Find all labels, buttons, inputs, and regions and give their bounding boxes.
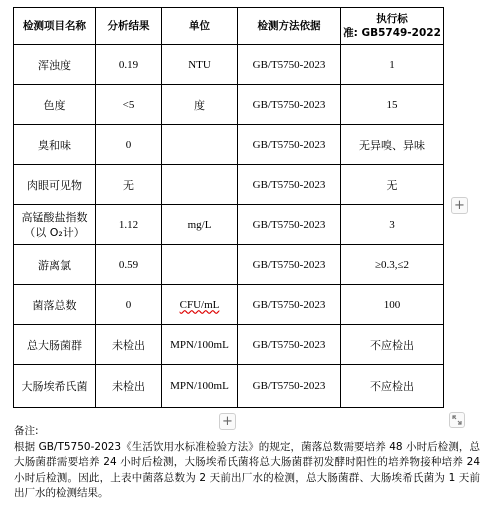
add-column-button[interactable] xyxy=(451,197,468,214)
cell-standard[interactable]: 3 xyxy=(341,205,444,245)
cell-method[interactable]: GB/T5750-2023 xyxy=(238,245,341,285)
table-row xyxy=(14,285,444,325)
cell-result[interactable]: 0.59 xyxy=(96,245,162,285)
cell-unit[interactable]: 度 xyxy=(162,85,238,125)
cell-method[interactable]: GB/T5750-2023 xyxy=(238,365,341,408)
cell-unit[interactable] xyxy=(162,165,238,205)
cell-result[interactable]: 0 xyxy=(96,285,162,325)
cell-method[interactable]: GB/T5750-2023 xyxy=(238,85,341,125)
cell-result[interactable]: 无 xyxy=(96,165,162,205)
notes-body: 根据 GB/T5750-2023《生活饮用水标准检验方法》的规定，菌落总数需要培养 48 小时后检测，总大肠菌群需要培养 24 小时后检测，大肠埃希氏菌将总大肠菌群初发酵时阳性的培养物接种培养 24 小时后检测。因此，上表中菌落总数为 2 天前出厂水的检测，总大肠菌群、大肠埃希氏菌为 1 天前出厂水的检测结果。 xyxy=(14,440,480,499)
cell-standard[interactable]: 无异嗅、异味 xyxy=(341,125,444,165)
cell-standard[interactable]: 不应检出 xyxy=(341,325,444,365)
cell-unit[interactable]: mg/L xyxy=(162,205,238,245)
cell-result[interactable]: 1.12 xyxy=(96,205,162,245)
cell-standard[interactable]: 100 xyxy=(341,285,444,325)
table-row xyxy=(14,245,444,285)
cell-unit[interactable] xyxy=(162,245,238,285)
cell-result[interactable]: <5 xyxy=(96,85,162,125)
table-row xyxy=(14,165,444,205)
cell-standard[interactable]: 无 xyxy=(341,165,444,205)
cell-standard[interactable]: 1 xyxy=(341,45,444,85)
header-unit[interactable]: 单位 xyxy=(162,8,238,45)
cell-result[interactable]: 未检出 xyxy=(96,325,162,365)
cell-result[interactable]: 0 xyxy=(96,125,162,165)
cell-item[interactable]: 肉眼可见物 xyxy=(14,165,96,205)
cell-method[interactable]: GB/T5750-2023 xyxy=(238,125,341,165)
cell-item[interactable]: 色度 xyxy=(14,85,96,125)
plus-icon: + xyxy=(454,198,465,213)
cell-standard[interactable]: 15 xyxy=(341,85,444,125)
table-header-row xyxy=(14,8,444,45)
table-row xyxy=(14,325,444,365)
plus-icon: + xyxy=(222,414,233,429)
cell-item-line2: （以 O₂计） xyxy=(24,225,85,239)
cell-method[interactable]: GB/T5750-2023 xyxy=(238,205,341,245)
header-method[interactable]: 检测方法依据 xyxy=(238,8,341,45)
header-standard[interactable] xyxy=(341,8,444,45)
cell-standard[interactable]: ≥0.3,≤2 xyxy=(341,245,444,285)
water-quality-table xyxy=(13,7,444,408)
cell-item[interactable]: 总大肠菌群 xyxy=(14,325,96,365)
notes-section xyxy=(14,424,480,502)
table-row xyxy=(14,125,444,165)
header-item[interactable]: 检测项目名称 xyxy=(14,8,96,45)
cell-method[interactable]: GB/T5750-2023 xyxy=(238,325,341,365)
table-row xyxy=(14,85,444,125)
header-result[interactable]: 分析结果 xyxy=(96,8,162,45)
cell-standard[interactable]: 不应检出 xyxy=(341,365,444,408)
table-row xyxy=(14,45,444,85)
table-row xyxy=(14,205,444,245)
cell-unit[interactable]: NTU xyxy=(162,45,238,85)
cell-item[interactable]: 游离氯 xyxy=(14,245,96,285)
cell-item[interactable] xyxy=(14,205,96,245)
cell-item[interactable]: 菌落总数 xyxy=(14,285,96,325)
cell-item[interactable]: 臭和味 xyxy=(14,125,96,165)
cell-item[interactable]: 大肠埃希氏菌 xyxy=(14,365,96,408)
cell-unit[interactable]: MPN/100mL xyxy=(162,325,238,365)
header-standard-line2: 准: GB5749-2022 xyxy=(343,27,441,39)
cell-method[interactable]: GB/T5750-2023 xyxy=(238,165,341,205)
cell-method[interactable]: GB/T5750-2023 xyxy=(238,285,341,325)
cell-unit[interactable] xyxy=(162,125,238,165)
cell-unit-text: CFU/mL xyxy=(179,298,220,311)
header-standard-line1: 执行标 xyxy=(376,13,408,25)
table-row xyxy=(14,365,444,408)
cell-unit[interactable]: MPN/100mL xyxy=(162,365,238,408)
notes-title: 备注: xyxy=(14,425,39,437)
cell-unit[interactable] xyxy=(162,285,238,325)
cell-item[interactable]: 浑浊度 xyxy=(14,45,96,85)
cell-result[interactable]: 0.19 xyxy=(96,45,162,85)
cell-item-line1: 高锰酸盐指数 xyxy=(21,210,88,224)
cell-method[interactable]: GB/T5750-2023 xyxy=(238,45,341,85)
cell-result[interactable]: 未检出 xyxy=(96,365,162,408)
